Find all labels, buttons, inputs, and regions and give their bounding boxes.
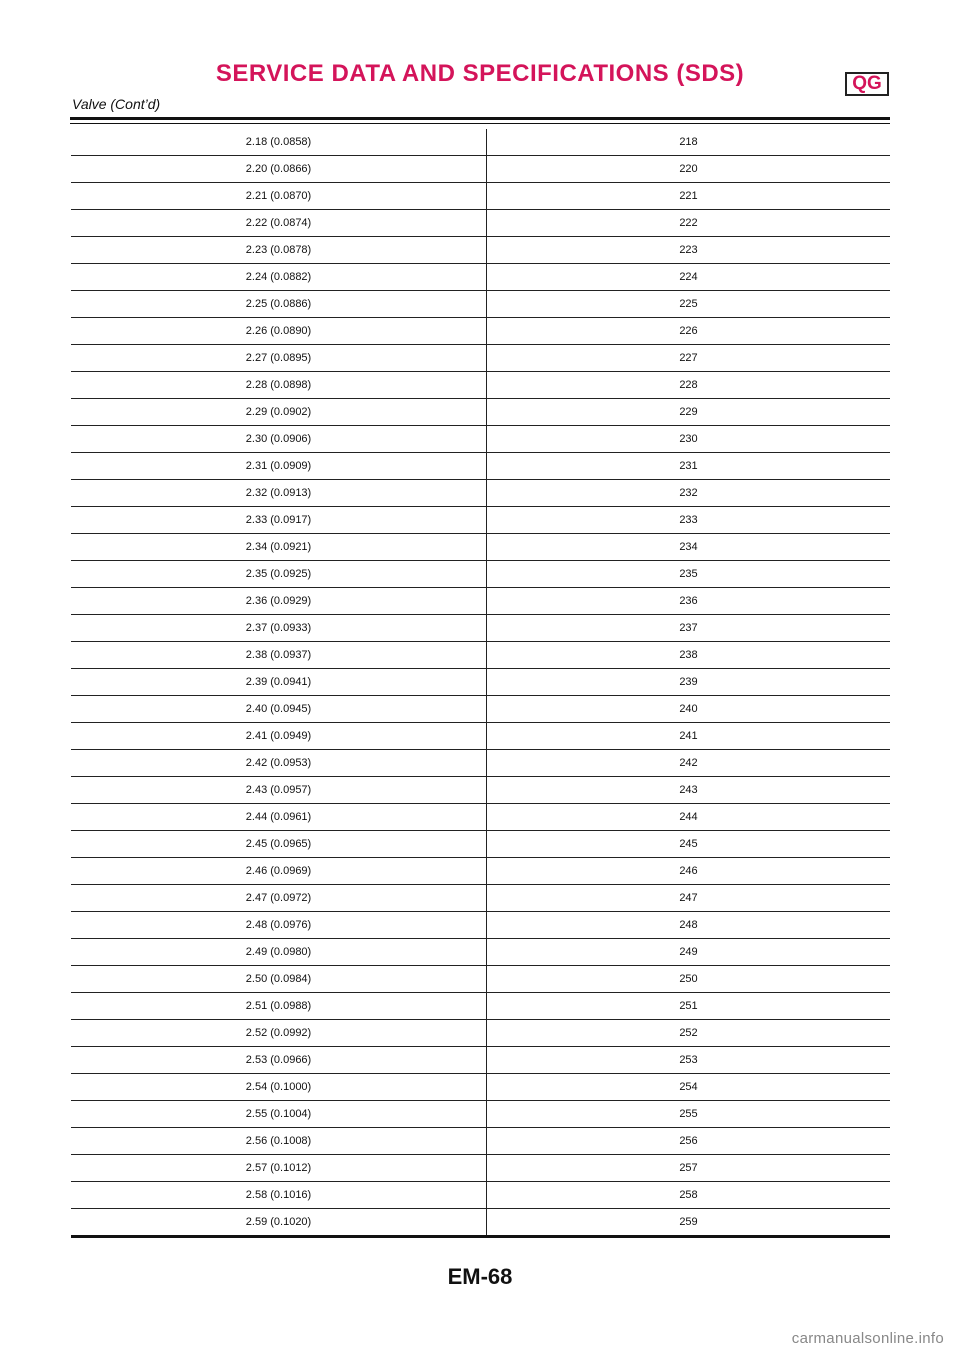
part-number-cell: 248	[487, 912, 891, 939]
part-number-cell: 227	[487, 345, 891, 372]
thickness-cell: 2.37 (0.0933)	[71, 615, 487, 642]
thickness-cell: 2.55 (0.1004)	[71, 1101, 487, 1128]
part-number-cell: 231	[487, 453, 891, 480]
thickness-cell: 2.24 (0.0882)	[71, 264, 487, 291]
part-number-cell: 239	[487, 669, 891, 696]
part-number-cell: 229	[487, 399, 891, 426]
table-row	[71, 1047, 890, 1074]
table-row	[71, 1182, 890, 1209]
part-number-cell: 222	[487, 210, 891, 237]
part-number-cell: 235	[487, 561, 891, 588]
table-row	[71, 885, 890, 912]
part-number-cell: 252	[487, 1020, 891, 1047]
thickness-cell: 2.18 (0.0858)	[71, 129, 487, 156]
table-row	[71, 534, 890, 561]
table-row	[71, 426, 890, 453]
part-number-cell: 232	[487, 480, 891, 507]
thickness-cell: 2.51 (0.0988)	[71, 993, 487, 1020]
thickness-cell: 2.23 (0.0878)	[71, 237, 487, 264]
thickness-cell: 2.53 (0.0966)	[71, 1047, 487, 1074]
page-subtitle: Valve (Cont’d)	[72, 96, 161, 112]
part-number-cell: 256	[487, 1128, 891, 1155]
table-row	[71, 453, 890, 480]
part-number-cell: 225	[487, 291, 891, 318]
table-row	[71, 156, 890, 183]
part-number-cell: 218	[487, 129, 891, 156]
thickness-cell: 2.54 (0.1000)	[71, 1074, 487, 1101]
part-number-cell: 228	[487, 372, 891, 399]
table-row	[71, 1074, 890, 1101]
part-number-cell: 259	[487, 1209, 891, 1237]
table-row	[71, 507, 890, 534]
part-number-cell: 249	[487, 939, 891, 966]
thickness-cell: 2.27 (0.0895)	[71, 345, 487, 372]
part-number-cell: 220	[487, 156, 891, 183]
valve-spec-table	[71, 129, 890, 1238]
part-number-cell: 233	[487, 507, 891, 534]
table-row	[71, 561, 890, 588]
page-number: EM-68	[447, 1264, 513, 1289]
thickness-cell: 2.48 (0.0976)	[71, 912, 487, 939]
part-number-cell: 250	[487, 966, 891, 993]
table-row	[71, 669, 890, 696]
table-row	[71, 993, 890, 1020]
thickness-cell: 2.28 (0.0898)	[71, 372, 487, 399]
part-number-cell: 241	[487, 723, 891, 750]
table-row	[71, 588, 890, 615]
table-row	[71, 129, 890, 156]
header-rule-thin	[70, 123, 890, 124]
table-row	[71, 372, 890, 399]
part-number-cell: 221	[487, 183, 891, 210]
part-number-cell: 245	[487, 831, 891, 858]
part-number-cell: 254	[487, 1074, 891, 1101]
thickness-cell: 2.58 (0.1016)	[71, 1182, 487, 1209]
thickness-cell: 2.52 (0.0992)	[71, 1020, 487, 1047]
table-row	[71, 345, 890, 372]
part-number-cell: 224	[487, 264, 891, 291]
thickness-cell: 2.33 (0.0917)	[71, 507, 487, 534]
thickness-cell: 2.56 (0.1008)	[71, 1128, 487, 1155]
table-row	[71, 696, 890, 723]
part-number-cell: 247	[487, 885, 891, 912]
thickness-cell: 2.49 (0.0980)	[71, 939, 487, 966]
thickness-cell: 2.47 (0.0972)	[71, 885, 487, 912]
part-number-cell: 236	[487, 588, 891, 615]
table-row	[71, 1209, 890, 1237]
thickness-cell: 2.59 (0.1020)	[71, 1209, 487, 1237]
table-row	[71, 723, 890, 750]
table-row	[71, 264, 890, 291]
table-row	[71, 1020, 890, 1047]
thickness-cell: 2.35 (0.0925)	[71, 561, 487, 588]
part-number-cell: 258	[487, 1182, 891, 1209]
thickness-cell: 2.57 (0.1012)	[71, 1155, 487, 1182]
header-rule	[70, 117, 890, 120]
thickness-cell: 2.21 (0.0870)	[71, 183, 487, 210]
thickness-cell: 2.26 (0.0890)	[71, 318, 487, 345]
thickness-cell: 2.38 (0.0937)	[71, 642, 487, 669]
table-row	[71, 966, 890, 993]
part-number-cell: 257	[487, 1155, 891, 1182]
thickness-cell: 2.22 (0.0874)	[71, 210, 487, 237]
thickness-cell: 2.25 (0.0886)	[71, 291, 487, 318]
table-row	[71, 912, 890, 939]
table-row	[71, 318, 890, 345]
part-number-cell: 251	[487, 993, 891, 1020]
table-row	[71, 804, 890, 831]
thickness-cell: 2.43 (0.0957)	[71, 777, 487, 804]
part-number-cell: 243	[487, 777, 891, 804]
table-row	[71, 642, 890, 669]
thickness-cell: 2.34 (0.0921)	[71, 534, 487, 561]
part-number-cell: 234	[487, 534, 891, 561]
table-row	[71, 750, 890, 777]
table-row	[71, 858, 890, 885]
table-row	[71, 399, 890, 426]
page-title: SERVICE DATA AND SPECIFICATIONS (SDS)	[215, 60, 745, 87]
thickness-cell: 2.40 (0.0945)	[71, 696, 487, 723]
table-row	[71, 615, 890, 642]
thickness-cell: 2.46 (0.0969)	[71, 858, 487, 885]
part-number-cell: 226	[487, 318, 891, 345]
part-number-cell: 230	[487, 426, 891, 453]
thickness-cell: 2.29 (0.0902)	[71, 399, 487, 426]
thickness-cell: 2.39 (0.0941)	[71, 669, 487, 696]
part-number-cell: 237	[487, 615, 891, 642]
table-row	[71, 777, 890, 804]
thickness-cell: 2.20 (0.0866)	[71, 156, 487, 183]
thickness-cell: 2.32 (0.0913)	[71, 480, 487, 507]
thickness-cell: 2.30 (0.0906)	[71, 426, 487, 453]
part-number-cell: 242	[487, 750, 891, 777]
thickness-cell: 2.45 (0.0965)	[71, 831, 487, 858]
thickness-cell: 2.50 (0.0984)	[71, 966, 487, 993]
thickness-cell: 2.36 (0.0929)	[71, 588, 487, 615]
watermark: carmanualsonline.info	[791, 1330, 944, 1347]
table-row	[71, 291, 890, 318]
part-number-cell: 246	[487, 858, 891, 885]
table-row	[71, 1128, 890, 1155]
table-row	[71, 939, 890, 966]
thickness-cell: 2.42 (0.0953)	[71, 750, 487, 777]
part-number-cell: 255	[487, 1101, 891, 1128]
thickness-cell: 2.31 (0.0909)	[71, 453, 487, 480]
table-row	[71, 1155, 890, 1182]
part-number-cell: 238	[487, 642, 891, 669]
thickness-cell: 2.44 (0.0961)	[71, 804, 487, 831]
part-number-cell: 244	[487, 804, 891, 831]
table-row	[71, 831, 890, 858]
table-row	[71, 480, 890, 507]
table-row	[71, 1101, 890, 1128]
section-badge: QG	[845, 72, 889, 96]
part-number-cell: 223	[487, 237, 891, 264]
part-number-cell: 253	[487, 1047, 891, 1074]
part-number-cell: 240	[487, 696, 891, 723]
table-row	[71, 237, 890, 264]
thickness-cell: 2.41 (0.0949)	[71, 723, 487, 750]
table-row	[71, 183, 890, 210]
table-row	[71, 210, 890, 237]
